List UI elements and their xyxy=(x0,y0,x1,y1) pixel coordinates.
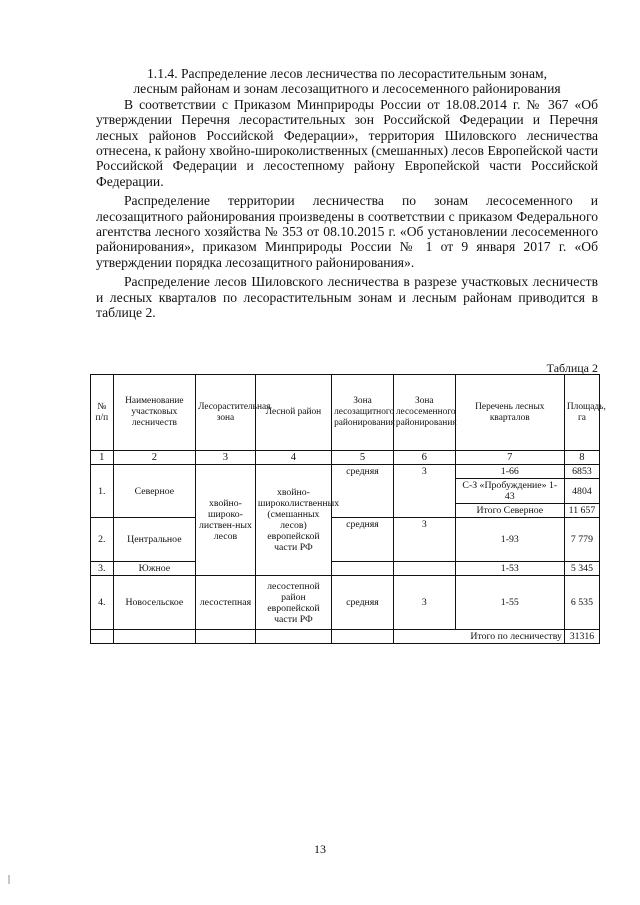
table-row xyxy=(91,465,600,479)
col-number: 7 xyxy=(455,451,564,465)
total-empty xyxy=(332,630,394,644)
row-1-quarters-a: 1-66 xyxy=(455,465,564,479)
merged-district: хвойно-широколиственных (смешанных лесов) европейской части РФ xyxy=(255,465,331,576)
total-empty xyxy=(91,630,114,644)
row-2-protect: средняя xyxy=(332,518,394,562)
row-1-seed: 3 xyxy=(393,465,455,518)
col-number: 3 xyxy=(196,451,256,465)
forest-distribution-table xyxy=(90,374,606,644)
row-1-subtotal-label: Итого Северное xyxy=(455,504,564,518)
header-quarters: Перечень лесных кварталов xyxy=(455,375,564,451)
row-4-quarters: 1-55 xyxy=(455,576,564,630)
table-caption: Таблица 2 xyxy=(546,361,598,375)
total-row xyxy=(91,630,600,644)
row-3-protect xyxy=(332,562,394,576)
col-number: 8 xyxy=(564,451,599,465)
col-number: 6 xyxy=(393,451,455,465)
table-row xyxy=(91,576,600,630)
row-4-area: 6 535 xyxy=(564,576,599,630)
row-2-name: Центральное xyxy=(113,518,195,562)
page-number: 13 xyxy=(314,842,326,856)
col-number: 5 xyxy=(332,451,394,465)
header-zone: Лесорастительная зона xyxy=(196,375,256,451)
col-number: 1 xyxy=(91,451,114,465)
total-empty xyxy=(255,630,331,644)
section-text xyxy=(96,66,598,321)
column-number-row xyxy=(91,451,600,465)
header-seed-zone: Зона лесосеменного районирования xyxy=(393,375,455,451)
row-2-num: 2. xyxy=(91,518,114,562)
row-4-district: лесостепной район европейской части РФ xyxy=(255,576,331,630)
row-4-name: Новосельское xyxy=(113,576,195,630)
row-3-area: 5 345 xyxy=(564,562,599,576)
header-area: Площадь, га xyxy=(564,375,599,451)
row-1-area-b: 4804 xyxy=(564,479,599,504)
row-3-seed xyxy=(393,562,455,576)
row-3-name: Южное xyxy=(113,562,195,576)
row-4-protect: средняя xyxy=(332,576,394,630)
section-heading-line-1: 1.1.4. Распределение лесов лесничества по лесорастительным зонам, xyxy=(147,66,547,81)
row-1-area-a: 6853 xyxy=(564,465,599,479)
header-protect-zone: Зона лесозащитного районирования xyxy=(332,375,394,451)
total-empty xyxy=(113,630,195,644)
row-2-quarters: 1-93 xyxy=(455,518,564,562)
grand-total-area: 31316 xyxy=(564,630,599,644)
col-number: 2 xyxy=(113,451,195,465)
table-row xyxy=(91,562,600,576)
row-4-zone: лесостепная xyxy=(196,576,256,630)
row-1-num: 1. xyxy=(91,465,114,518)
header-district: Лесной район xyxy=(255,375,331,451)
row-1-subtotal-area: 11 657 xyxy=(564,504,599,518)
table-row xyxy=(91,518,600,562)
row-2-seed: 3 xyxy=(393,518,455,562)
scan-edge-mark xyxy=(8,875,10,884)
header-row xyxy=(91,375,600,451)
total-empty xyxy=(196,630,256,644)
merged-zone: хвойно-широко-листвен-ных лесов xyxy=(196,465,256,576)
col-number: 4 xyxy=(255,451,331,465)
row-4-num: 4. xyxy=(91,576,114,630)
header-name: Наименование участковых лесничеств xyxy=(113,375,195,451)
paragraph-distribution: Распределение лесов Шиловского лесничества в разрезе участковых лесничеств и лесных кварталов по лесорастительным зонам и лесным районам приводится в таблице 2. xyxy=(96,274,598,321)
row-3-quarters: 1-53 xyxy=(455,562,564,576)
row-1-name: Северное xyxy=(113,465,195,518)
row-3-num: 3. xyxy=(91,562,114,576)
row-1-quarters-b: С-З «Пробуждение» 1-43 xyxy=(455,479,564,504)
section-heading-line-2: лесным районам и зонам лесозащитного и лесосеменного районирования xyxy=(133,81,561,97)
paragraph-orders: В соответствии с Приказом Минприроды России от 18.08.2014 г. № 367 «Об утверждении Перечня лесорастительных зон Российской Федерации и Перечня лесных районов Российской Федерации», территория Шиловского лесничества отнесена, к району хвойно-широколиственных (смешанных) лесов Европейской части Российской Федерации и лесостепному району Европейской части Российской Федерации. xyxy=(96,96,598,189)
row-2-area: 7 779 xyxy=(564,518,599,562)
paragraph-zoning: Распределение территории лесничества по зонам лесосеменного и лесозащитного районирования произведены в соответствии с приказом Федерального агентства лесного хозяйства № 353 от 08.10.2015 г. «Об установлении лесосеменного районирования», приказом Минприроды России № 1 от 9 января 2017 г. «Об утверждении порядка лесозащитного районирования». xyxy=(96,193,598,270)
header-num: № п/п xyxy=(91,375,114,451)
row-1-protect: средняя xyxy=(332,465,394,518)
row-4-seed: 3 xyxy=(393,576,455,630)
grand-total-label: Итого по лесничеству xyxy=(393,630,564,644)
